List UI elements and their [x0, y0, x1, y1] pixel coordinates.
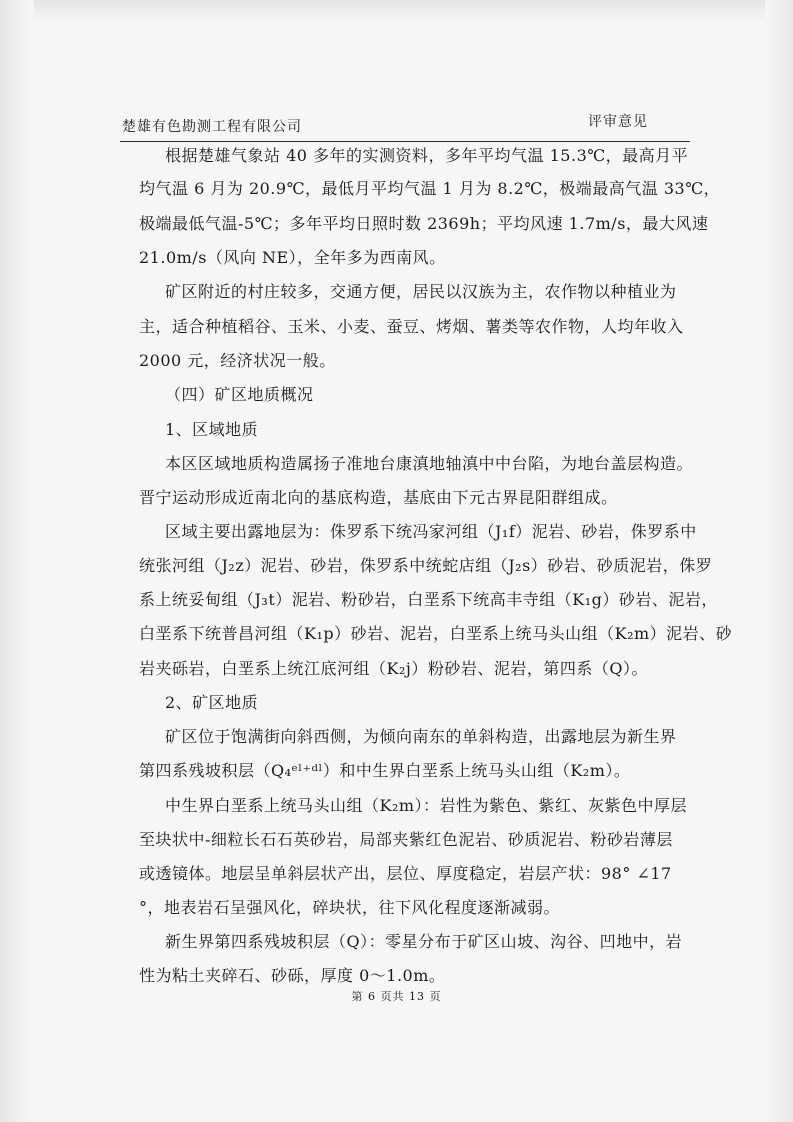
text-line: 晋宁运动形成近南北向的基底构造，基底由下元古界昆阳群组成。	[139, 488, 618, 507]
text-line: 矿区附近的村庄较多，交通方便，居民以汉族为主，农作物以种植业为	[165, 282, 677, 301]
subsection-heading: 2、矿区地质	[165, 693, 259, 712]
header-company: 楚雄有色勘测工程有限公司	[122, 119, 302, 135]
text-line: 至块状中-细粒长石石英砂岩，局部夹紫红色泥岩、砂质泥岩、粉砂岩薄层	[139, 830, 673, 849]
text-line: 区域主要出露地层为：侏罗系下统冯家河组（J₁f）泥岩、砂岩，侏罗系中	[165, 522, 697, 541]
text-line: 矿区位于饱满街向斜西侧，为倾向南东的单斜构造，出露地层为新生界	[165, 727, 677, 746]
text-line: °，地表岩石呈强风化，碎块状，往下风化程度逐渐减弱。	[139, 898, 561, 917]
text-line: 系上统妥甸组（J₃t）泥岩、粉砂岩，白垩系下统高丰寺组（K₁g）砂岩、泥岩，	[139, 590, 718, 609]
text-line: 2000 元，经济状况一般。	[139, 351, 336, 370]
text-line: 极端最低气温-5℃；多年平均日照时数 2369h；平均风速 1.7m/s，最大风速	[139, 214, 709, 233]
text-line: 新生界第四系残坡积层（Q）：零星分布于矿区山坡、沟谷、凹地中，岩	[165, 932, 683, 951]
text-line: 主，适合种植稻谷、玉米、小麦、蚕豆、烤烟、薯类等农作物，人均年收入	[139, 317, 684, 336]
text-line: 性为粘土夹碎石、砂砾，厚度 0～1.0m。	[139, 966, 446, 985]
text-line: 中生界白垩系上统马头山组（K₂m）：岩性为紫色、紫红、灰紫色中厚层	[165, 796, 688, 815]
header-review-label: 评审意见	[588, 114, 648, 130]
text-line: 岩夹砾岩，白垩系上统江底河组（K₂j）粉砂岩、泥岩，第四系（Q）。	[139, 659, 648, 678]
subsection-heading: 1、区域地质	[165, 420, 259, 439]
section-heading: （四）矿区地质概况	[165, 385, 314, 404]
page-footer: 第 6 页共 13 页	[351, 990, 442, 1003]
text-line: 均气温 6 月为 20.9℃，最低月平均气温 1 月为 8.2℃，极端最高气温 33℃，	[139, 179, 721, 198]
text-line: 或透镜体。地层呈单斜层状产出，层位、厚度稳定，岩层产状：98° ∠17	[139, 864, 672, 883]
text-line: 统张河组（J₂z）泥岩、砂岩，侏罗系中统蛇店组（J₂s）砂岩、砂质泥岩，侏罗	[139, 556, 713, 575]
text-line: 白垩系下统普昌河组（K₁p）砂岩、泥岩，白垩系上统马头山组（K₂m）泥岩、砂	[139, 624, 733, 643]
text-line: 第四系残坡积层（Q₄ᵉˡ⁺ᵈˡ）和中生界白垩系上统马头山组（K₂m）。	[139, 761, 631, 780]
text-line: 根据楚雄气象站 40 多年的实测资料，多年平均气温 15.3℃，最高月平	[165, 146, 689, 165]
text-line: 21.0m/s（风向 NE），全年多为西南风。	[139, 248, 446, 267]
text-line: 本区区域地质构造属扬子准地台康滇地轴滇中中台陷，为地台盖层构造。	[165, 454, 694, 473]
